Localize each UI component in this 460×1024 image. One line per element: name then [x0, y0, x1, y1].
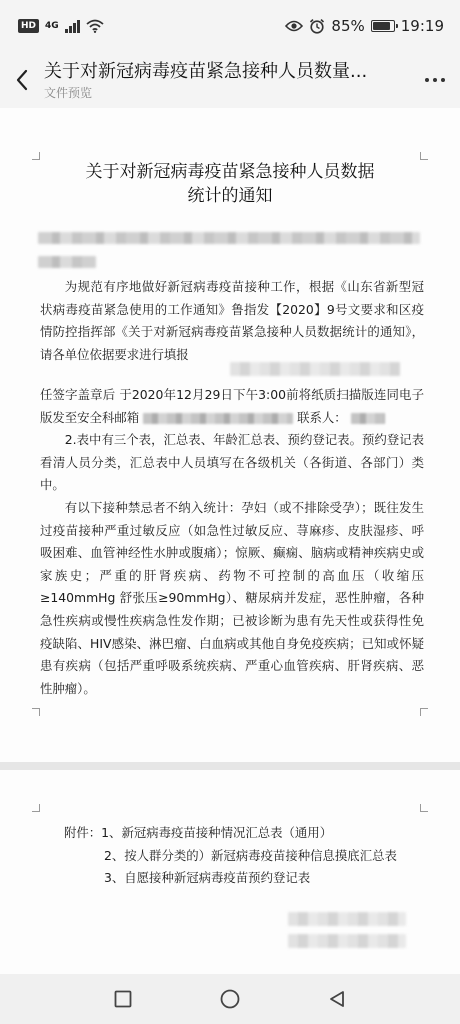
paragraph-2	[40, 384, 424, 429]
alarm-icon	[309, 18, 325, 34]
recent-apps-button[interactable]	[103, 979, 143, 1019]
back-nav-button[interactable]	[317, 979, 357, 1019]
page-corner-mark	[32, 708, 40, 716]
document-viewer[interactable]	[0, 108, 460, 974]
paragraph-2-part-a: 任签字盖章后 于2020年12月29日下午3:00前将纸质扫描版连同电子版发至安全科邮箱	[40, 387, 424, 425]
paragraph-1: 为规范有序地做好新冠病毒疫苗接种工作，根据《山东省新型冠状病毒疫苗紧急使用的工作通知》鲁指发【2020】9号文要求和区疫情防控指挥部《关于对新冠病毒疫苗紧急接种人员数据统计的通知》，请各单位依据要求进行填报	[40, 279, 424, 362]
title-bar	[0, 52, 460, 108]
document-page-2	[0, 770, 460, 974]
attachment-item-1-text: 1、新冠病毒疫苗接种情况汇总表（通用）	[101, 825, 333, 840]
attachments-label: 附件：	[64, 825, 102, 840]
home-icon	[220, 989, 240, 1009]
battery-percent: 85%	[331, 17, 365, 35]
document-heading	[40, 160, 420, 208]
eye-icon	[285, 20, 303, 32]
back-button[interactable]	[0, 52, 44, 108]
hd-badge: HD	[18, 19, 39, 33]
battery-fill	[373, 22, 390, 30]
home-button[interactable]	[210, 979, 250, 1019]
back-arrow-icon	[15, 69, 29, 91]
status-right	[285, 17, 444, 35]
redacted-text	[143, 413, 293, 424]
document-subtitle: 文件预览	[44, 85, 93, 100]
attachment-item-3: 3、自愿接种新冠病毒疫苗预约登记表	[104, 870, 311, 886]
document-page-1	[0, 108, 460, 762]
paragraph-4: 有以下接种禁忌者不纳入统计：孕妇（或不排除受孕）；既往发生过疫苗接种严重过敏反应（如急性过敏反应、荨麻疹、皮肤湿疹、呼吸困难、血管神经性水肿或腹痛）；惊厥、癫痫、脑病或精神疾病史或家族史；严重的肝肾疾病、药物不可控制的高血压（收缩压≥140mmHg 舒张压≥90mmHg）、糖尿病并发症，恶性肿瘤，各种急性疾病或慢性疾病急性发作期；已被诊断为患有先天性或获得性免疫缺陷、HIV感染、淋巴瘤、白血病或其他自身免疫疾病；已知或怀疑患有疾病（包括严重呼吸系统疾病、严重心血管疾病、肝肾疾病、恶性肿瘤）。	[40, 499, 424, 696]
attachments-list	[64, 822, 434, 890]
heading-line-2: 统计的通知	[187, 186, 273, 206]
redacted-text	[230, 362, 400, 376]
signal-icon	[65, 20, 80, 33]
title-block	[44, 60, 410, 101]
redacted-text	[351, 413, 385, 424]
redacted-text	[288, 934, 406, 948]
attachment-item-1	[64, 822, 434, 845]
page-corner-mark	[420, 152, 428, 160]
status-bar	[0, 0, 460, 52]
paragraph-3: 2.表中有三个表，汇总表、年龄汇总表、预约登记表。预约登记表看清人员分类，汇总表中人员填写在各级机关（各街道、各部门）类中。	[40, 432, 424, 493]
document-body	[40, 276, 424, 366]
redacted-text	[38, 232, 420, 244]
clock: 19:19	[400, 17, 444, 35]
heading-line-1: 关于对新冠病毒疫苗紧急接种人员数据	[85, 162, 375, 182]
page-corner-mark	[420, 804, 428, 812]
document-title: 关于对新冠病毒疫苗紧急接种人员数量...	[44, 60, 368, 82]
wifi-icon	[86, 19, 104, 33]
redacted-text	[288, 912, 406, 926]
paragraph-2-part-b: 联系人：	[297, 409, 347, 425]
page-corner-mark	[32, 152, 40, 160]
attachment-item-2: 2、按人群分类的）新冠病毒疫苗接种信息摸底汇总表	[104, 847, 397, 863]
back-icon	[328, 990, 346, 1008]
status-left	[18, 19, 104, 33]
navigation-bar	[0, 974, 460, 1024]
network-type: 4G	[45, 21, 59, 31]
more-options-button[interactable]	[410, 52, 460, 108]
redacted-text	[38, 256, 96, 268]
battery-icon	[371, 20, 395, 32]
recent-apps-icon	[114, 990, 132, 1008]
document-body-2	[40, 384, 424, 700]
more-dots-icon	[425, 78, 445, 82]
page-corner-mark	[420, 708, 428, 716]
page-corner-mark	[32, 804, 40, 812]
